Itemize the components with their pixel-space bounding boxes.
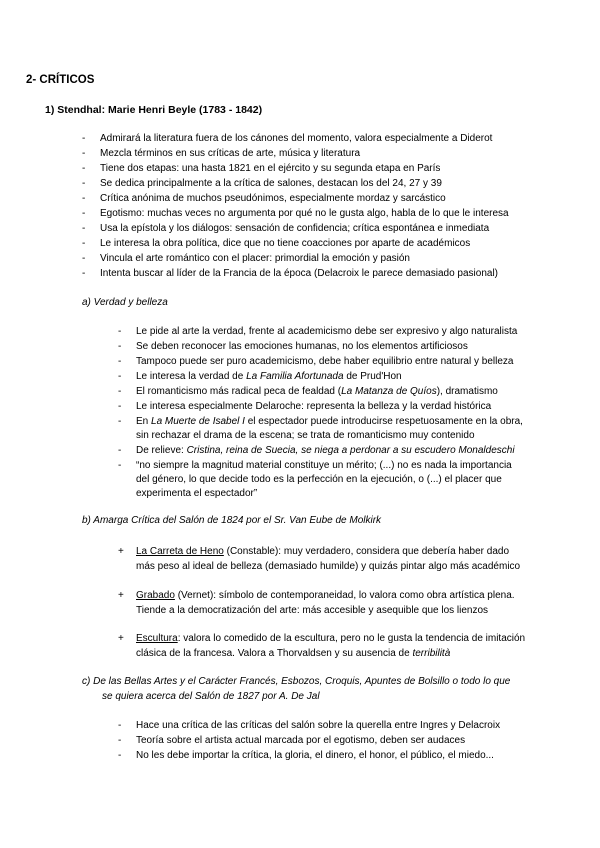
dash-marker: - bbox=[118, 750, 122, 761]
list-item-continuation: más peso al ideal de belleza (demasiado humilde) y quizás pintar algo más académico bbox=[136, 561, 521, 572]
section-title-stendhal: 1) Stendhal: Marie Henri Beyle (1783 - 1842) bbox=[45, 104, 263, 116]
quote-line: experimenta el espectador” bbox=[136, 488, 258, 499]
dash-marker: - bbox=[118, 735, 122, 746]
list-item: Mezcla términos en sus críticas de arte, música y literatura bbox=[100, 148, 361, 159]
artwork-title: La Carreta de Heno bbox=[136, 546, 224, 557]
text-run: clásica de la francesa. Valora a Thorvaldsen y su ausencia de bbox=[136, 648, 413, 659]
list-item: Intenta buscar al líder de la Francia de la época (Delacroix le parece demasiado pasional) bbox=[100, 268, 499, 279]
plus-marker: + bbox=[118, 633, 124, 644]
list-item: Teoría sobre el artista actual marcada por el egotismo, deben ser audaces bbox=[136, 735, 466, 746]
dash-marker: - bbox=[82, 208, 86, 219]
artwork-title: Escultura bbox=[136, 633, 178, 644]
text-run: De relieve: bbox=[136, 445, 187, 456]
dash-marker: - bbox=[82, 238, 86, 249]
quote-line: “no siempre la magnitud material constituye un mérito; (...) no es nada la importancia bbox=[136, 460, 512, 471]
list-item bbox=[136, 370, 402, 384]
text-run: de Prud'Hon bbox=[343, 371, 402, 382]
list-item-continuation bbox=[136, 647, 450, 661]
list-item bbox=[136, 545, 509, 559]
text-run: (Constable): muy verdadero, considera que debería haber dado bbox=[223, 546, 510, 557]
dash-marker: - bbox=[82, 253, 86, 264]
subsection-title-bellas-artes: c) De las Bellas Artes y el Carácter Francés, Esbozos, Croquis, Apuntes de Bolsillo o todo lo que bbox=[82, 676, 511, 687]
text-run: el espectador puede introducirse respetuosamente en la obra, bbox=[244, 416, 523, 427]
list-item bbox=[136, 385, 498, 399]
list-item: No les debe importar la crítica, la gloria, el dinero, el honor, el público, el miedo... bbox=[136, 750, 494, 761]
list-item: Hace una crítica de las críticas del salón sobre la querella entre Ingres y Delacroix bbox=[136, 720, 501, 731]
list-item: Admirará la literatura fuera de los cánones del momento, valora especialmente a Diderot bbox=[100, 133, 493, 144]
page-heading: 2- CRÍTICOS bbox=[26, 74, 95, 86]
plus-marker: + bbox=[118, 590, 124, 601]
text-run: El romanticismo más radical peca de fealdad ( bbox=[136, 386, 342, 397]
list-item: Vincula el arte romántico con el placer: primordial la emoción y pasión bbox=[100, 253, 410, 264]
list-item-continuation: Tiende a la democratización del arte: más accesible y asequible que los lienzos bbox=[136, 605, 489, 616]
dash-marker: - bbox=[118, 720, 122, 731]
artwork-title: Cristina, reina de Suecia, se niega a perdonar a su escudero Monaldeschi bbox=[186, 445, 515, 456]
list-item: Le pide al arte la verdad, frente al academicismo debe ser expresivo y algo naturalista bbox=[136, 326, 518, 337]
list-item: Le interesa especialmente Delaroche: representa la belleza y la verdad histórica bbox=[136, 401, 492, 412]
subsection-title-amarga-critica: b) Amarga Crítica del Salón de 1824 por el Sr. Van Eube de Molkirk bbox=[82, 515, 382, 526]
dash-marker: - bbox=[118, 341, 122, 352]
list-item: Tiene dos etapas: una hasta 1821 en el ejército y su segunda etapa en París bbox=[100, 163, 441, 174]
dash-marker: - bbox=[118, 386, 122, 397]
dash-marker: - bbox=[118, 326, 122, 337]
dash-marker: - bbox=[118, 416, 122, 427]
artwork-title: La Familia Afortunada bbox=[246, 371, 344, 382]
artwork-title: Grabado bbox=[136, 590, 175, 601]
list-item bbox=[136, 415, 523, 429]
artwork-title: La Matanza de Quíos bbox=[341, 386, 437, 397]
subsection-title-verdad: a) Verdad y belleza bbox=[82, 297, 168, 308]
list-item: Usa la epístola y los diálogos: sensación de confidencia; crítica espontánea e inmediata bbox=[100, 223, 490, 234]
list-item: Crítica anónima de muchos pseudónimos, especialmente mordaz y sarcástico bbox=[100, 193, 446, 204]
text-run: : valora lo comedido de la escultura, pero no le gusta la tendencia de imitación bbox=[177, 633, 526, 644]
list-item: Tampoco puede ser puro academicismo, debe haber equilibrio entre natural y belleza bbox=[136, 356, 514, 367]
list-item: Se deben reconocer las emociones humanas, no los elementos artificiosos bbox=[136, 341, 468, 352]
dash-marker: - bbox=[82, 223, 86, 234]
dash-marker: - bbox=[82, 133, 86, 144]
list-item bbox=[136, 589, 515, 603]
list-item bbox=[136, 444, 515, 458]
artwork-title: La Muerte de Isabel I bbox=[151, 416, 245, 427]
plus-marker: + bbox=[118, 546, 124, 557]
dash-marker: - bbox=[118, 460, 122, 471]
dash-marker: - bbox=[82, 148, 86, 159]
dash-marker: - bbox=[82, 193, 86, 204]
quote-line: del género, lo que decide todo es la perfección en la ejecución, o (...) el placer que bbox=[136, 474, 502, 485]
dash-marker: - bbox=[82, 178, 86, 189]
dash-marker: - bbox=[118, 371, 122, 382]
list-item: Egotismo: muchas veces no argumenta por qué no le gusta algo, habla de lo que le interesa bbox=[100, 208, 509, 219]
subsection-title-bellas-artes-cont: se quiera acerca del Salón de 1827 por A. De Jal bbox=[102, 691, 320, 702]
text-run: ), dramatismo bbox=[436, 386, 498, 397]
dash-marker: - bbox=[82, 163, 86, 174]
text-run: (Vernet): símbolo de contemporaneidad, lo valora como obra artística plena. bbox=[174, 590, 515, 601]
dash-marker: - bbox=[118, 445, 122, 456]
dash-marker: - bbox=[82, 268, 86, 279]
list-item: Le interesa la obra política, dice que no tiene coacciones por aparte de académicos bbox=[100, 238, 471, 249]
list-item bbox=[136, 632, 525, 646]
text-run: En bbox=[136, 416, 152, 427]
list-item: Se dedica principalmente a la crítica de salones, destacan los del 24, 27 y 39 bbox=[100, 178, 442, 189]
dash-marker: - bbox=[118, 356, 122, 367]
list-item-continuation: sin rechazar el drama de la escena; se trata de romanticismo muy contenido bbox=[136, 430, 475, 441]
text-run: Le interesa la verdad de bbox=[136, 371, 247, 382]
dash-marker: - bbox=[118, 401, 122, 412]
term-italic: terribilità bbox=[412, 648, 451, 659]
